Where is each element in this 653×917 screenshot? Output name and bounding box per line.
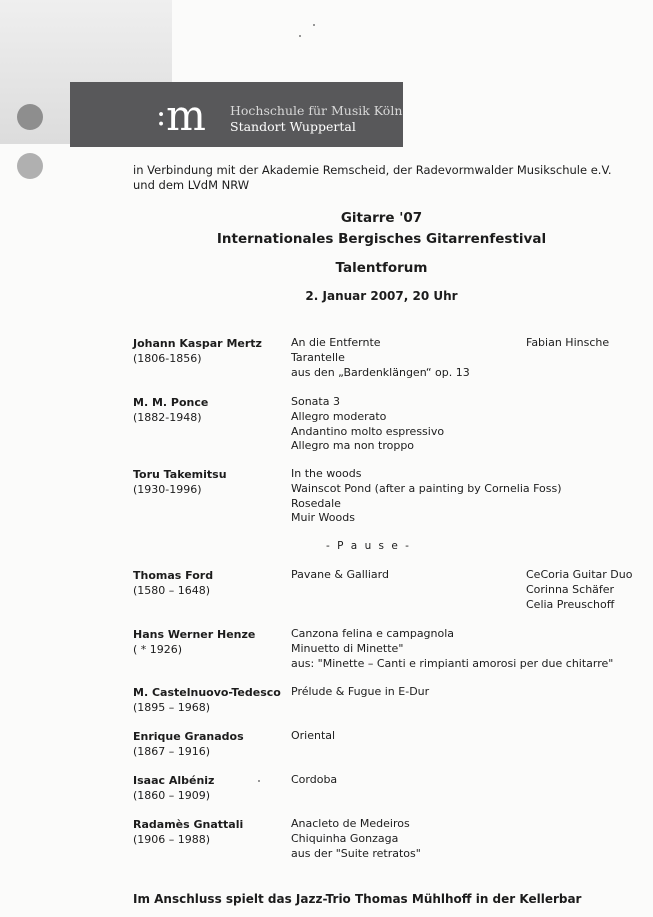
logo-colon: : xyxy=(156,98,166,133)
performer-name: Celia Preuschoff xyxy=(526,597,615,611)
work-title: Tarantelle xyxy=(291,350,345,364)
decorative-dot-1 xyxy=(17,104,43,130)
institution-banner xyxy=(70,82,403,147)
work-title: Pavane & Galliard xyxy=(291,568,389,581)
work-title: Anacleto de Medeiros xyxy=(291,817,410,830)
work-title: Cordoba xyxy=(291,773,338,786)
composer-name: M. M. Ponce xyxy=(133,396,209,409)
composer-name: Enrique Granados xyxy=(133,730,244,743)
footer-note: Im Anschluss spielt das Jazz-Trio Thomas Mühlhoff in der Kellerbar xyxy=(133,892,582,906)
works-list xyxy=(291,467,611,526)
work-title: Sonata 3 xyxy=(291,395,340,408)
work-title: Oriental xyxy=(291,729,336,742)
work-title: Rosedale xyxy=(291,496,341,510)
hfmk-logo xyxy=(156,91,205,140)
composer-dates: ( * 1926) xyxy=(133,643,183,656)
composer-dates: (1806-1856) xyxy=(133,352,202,365)
work-title: Canzona felina e campagnola xyxy=(291,627,455,640)
work-title: Chiquinha Gonzaga xyxy=(291,831,399,845)
logo-letter: m xyxy=(166,91,205,140)
performer-name: Corinna Schäfer xyxy=(526,582,615,596)
composer xyxy=(133,685,283,715)
work-title: Muir Woods xyxy=(291,511,355,525)
scan-speck xyxy=(258,780,260,782)
works-list xyxy=(291,685,611,700)
composer-name: Johann Kaspar Mertz xyxy=(133,337,262,350)
festival-title-text: Gitarre '07 xyxy=(340,210,423,226)
composer-name: Isaac Albéniz xyxy=(133,774,215,787)
composer xyxy=(133,568,283,598)
composer-dates: (1882-1948) xyxy=(133,411,202,424)
performer-name: CeCoria Guitar Duo xyxy=(526,568,633,581)
institution-label: Hochschule für Musik Köln xyxy=(230,103,403,118)
composer-name: Hans Werner Henze xyxy=(133,628,256,641)
work-title: Wainscot Pond (after a painting by Cornelia Foss) xyxy=(291,481,562,495)
composer-dates: (1906 – 1988) xyxy=(133,833,211,846)
intro-line-1: in Verbindung mit der Akademie Remscheid, der Radevormwalder Musikschule e.V. xyxy=(133,163,612,177)
work-title: Minuetto di Minette" xyxy=(291,641,404,655)
decorative-dot-2 xyxy=(17,153,43,179)
works-list xyxy=(291,395,611,454)
institution-name xyxy=(230,103,402,135)
performer xyxy=(526,336,609,351)
performer xyxy=(526,568,632,612)
intro-text xyxy=(133,163,612,193)
work-title: aus: "Minette – Canti e rimpianti amorosi per due chitarre" xyxy=(291,656,614,670)
performer-name: Fabian Hinsche xyxy=(526,336,610,349)
work-title: An die Entfernte xyxy=(291,336,381,349)
works-list xyxy=(291,817,611,861)
institution-location: Standort Wuppertal xyxy=(230,119,356,134)
composer-name: Toru Takemitsu xyxy=(133,468,227,481)
event-date xyxy=(0,288,653,304)
composer xyxy=(133,467,283,497)
composer-dates: (1580 – 1648) xyxy=(133,584,211,597)
work-title: Prélude & Fugue in E-Dur xyxy=(291,685,430,698)
event-date-text: 2. Januar 2007, 20 Uhr xyxy=(305,289,458,303)
composer xyxy=(133,817,283,847)
festival-title xyxy=(0,210,653,227)
work-title: Andantino molto espressivo xyxy=(291,424,445,438)
festival-subtitle xyxy=(0,231,653,248)
composer xyxy=(133,627,283,657)
pause-label: - P a u s e - xyxy=(326,540,411,552)
event-name xyxy=(0,260,653,277)
event-name-text: Talentforum xyxy=(335,260,428,276)
scan-speck xyxy=(299,35,301,37)
work-title: Allegro moderato xyxy=(291,409,387,423)
composer-dates: (1860 – 1909) xyxy=(133,789,211,802)
composer xyxy=(133,395,283,425)
composer-name: Thomas Ford xyxy=(133,569,214,582)
works-list xyxy=(291,627,614,671)
composer-dates: (1867 – 1916) xyxy=(133,745,211,758)
scan-speck xyxy=(313,24,315,26)
intro-line-2: und dem LVdM NRW xyxy=(133,178,250,192)
work-title: In the woods xyxy=(291,467,362,480)
composer-dates: (1895 – 1968) xyxy=(133,701,211,714)
composer xyxy=(133,336,283,366)
festival-subtitle-text: Internationales Bergisches Gitarrenfestival xyxy=(216,231,547,247)
works-list xyxy=(291,773,611,788)
composer-name: M. Castelnuovo-Tedesco xyxy=(133,686,281,699)
composer xyxy=(133,729,283,759)
works-list xyxy=(291,729,611,744)
work-title: aus den „Bardenklängen“ op. 13 xyxy=(291,365,470,379)
work-title: aus der "Suite retratos" xyxy=(291,846,421,860)
work-title: Allegro ma non troppo xyxy=(291,439,415,453)
composer xyxy=(133,773,283,803)
composer-name: Radamès Gnattali xyxy=(133,818,244,831)
composer-dates: (1930-1996) xyxy=(133,483,202,496)
